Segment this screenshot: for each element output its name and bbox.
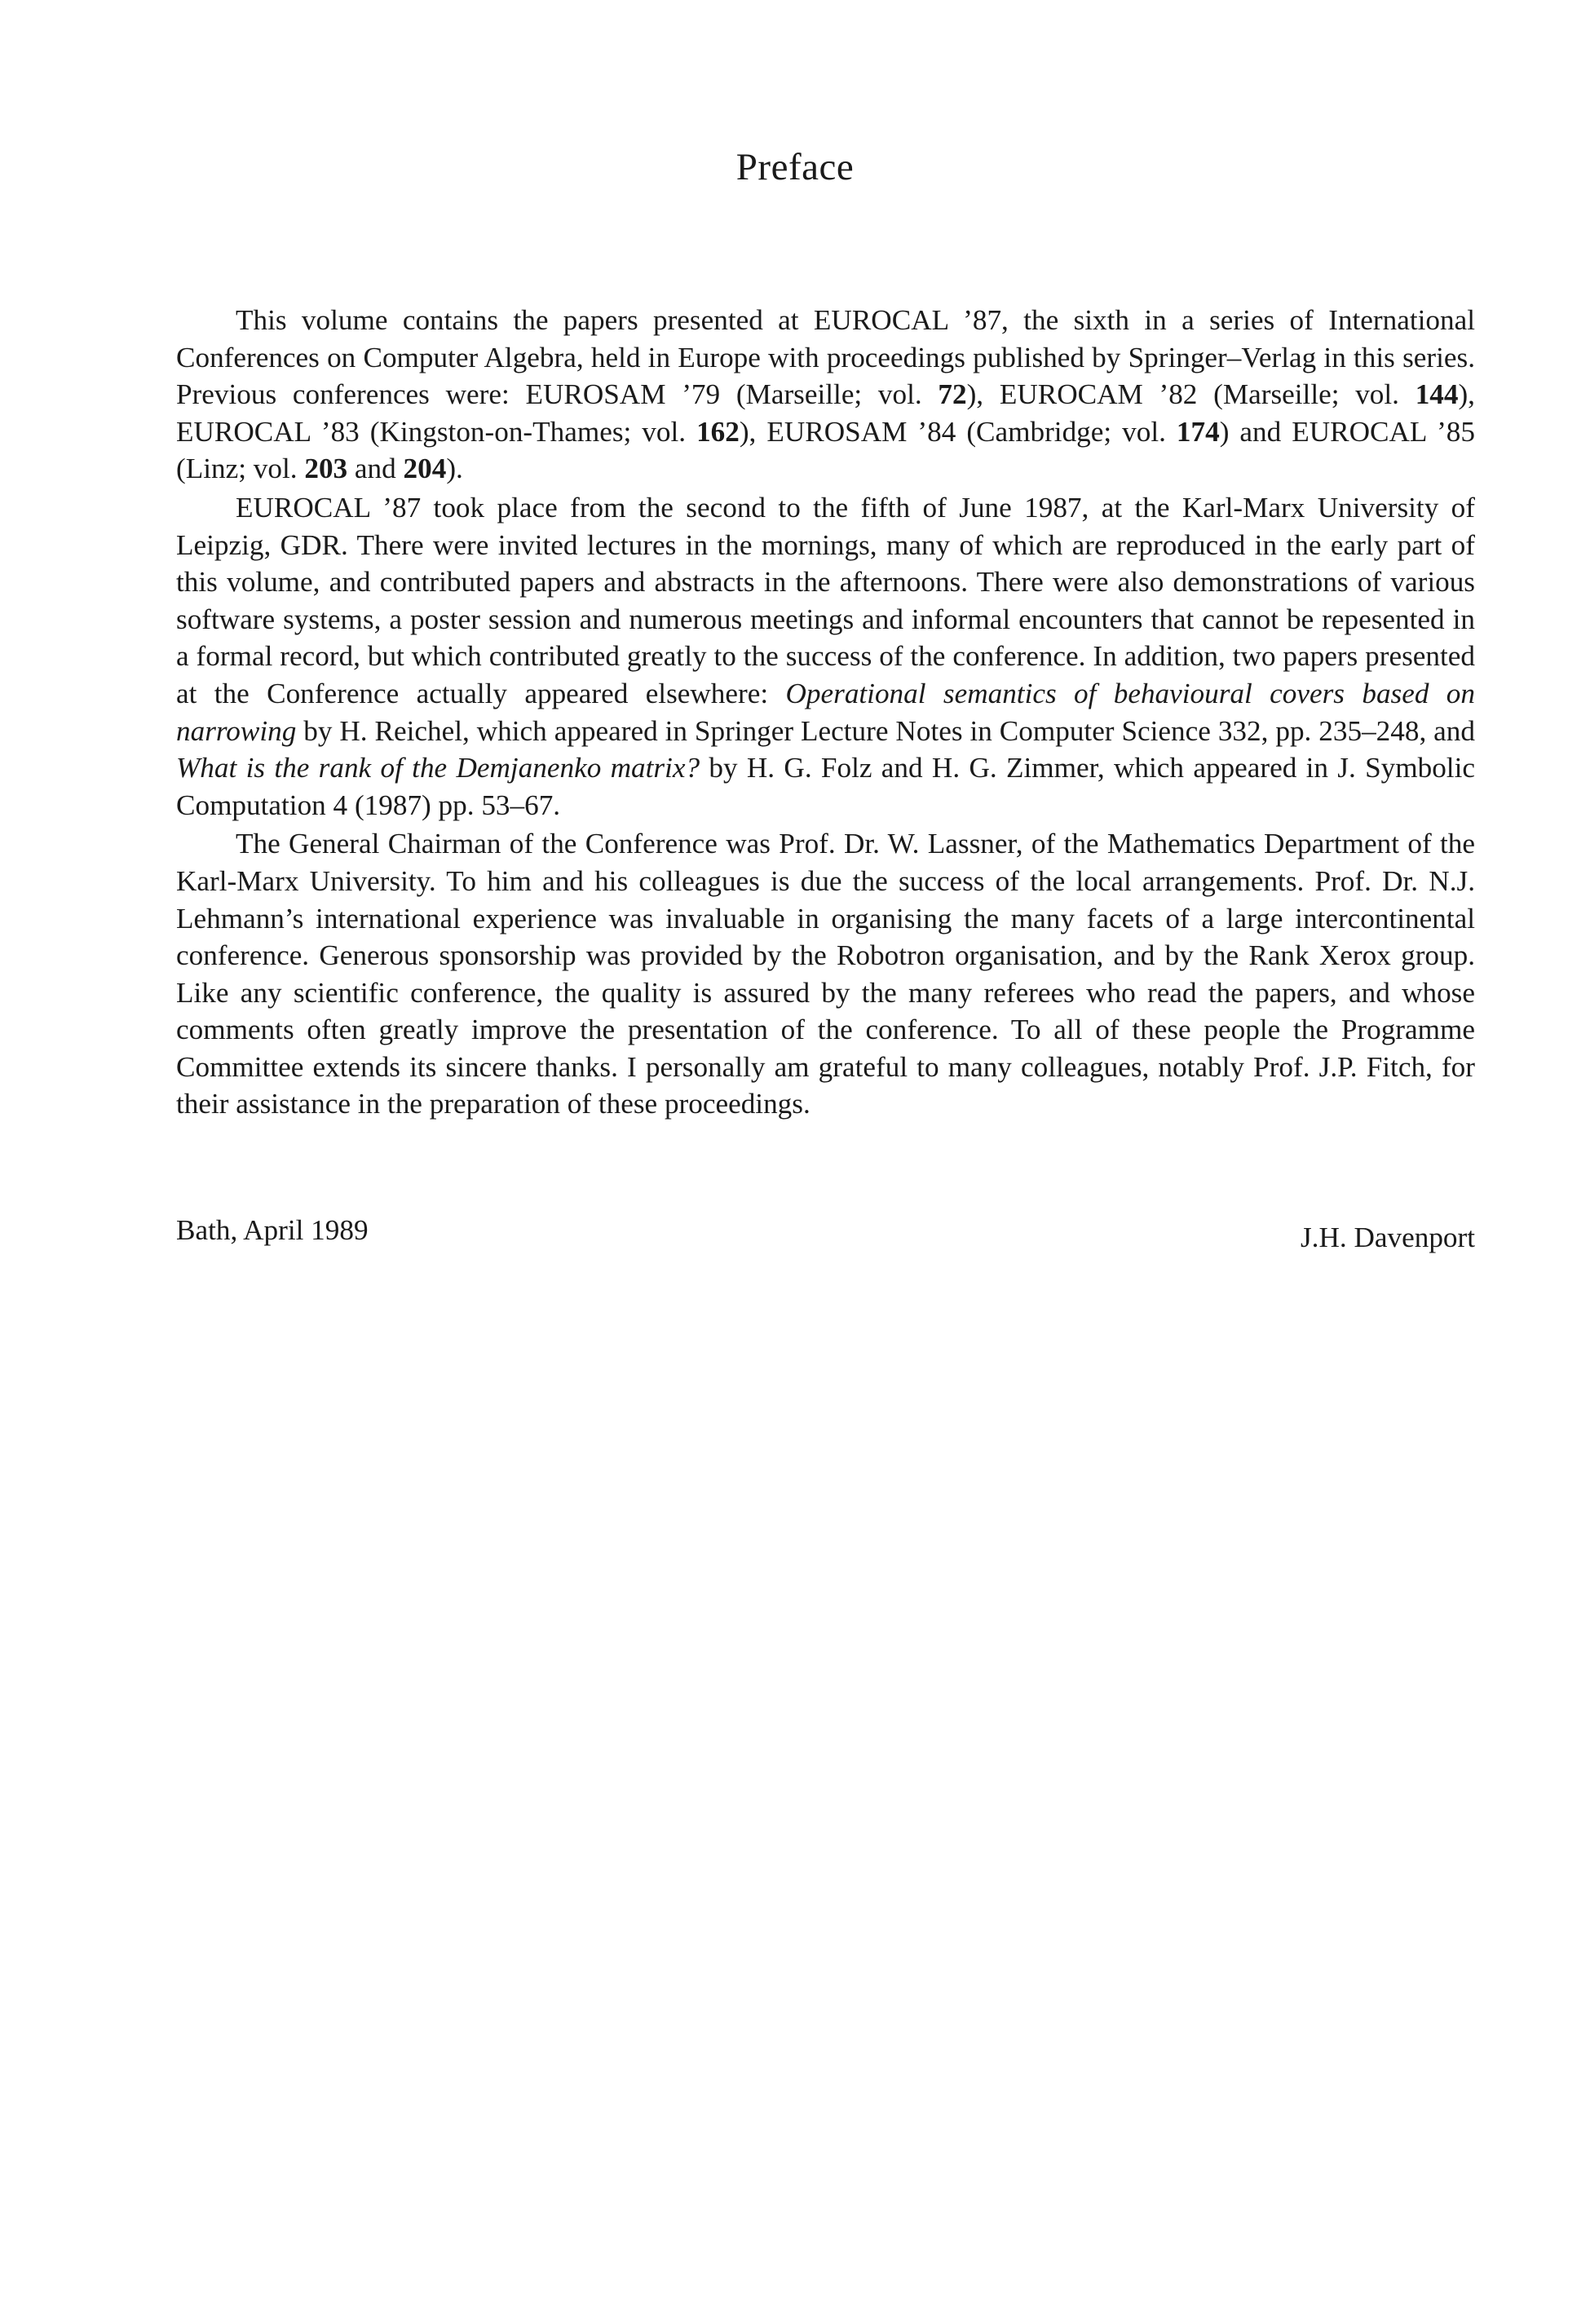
author-signature: J.H. Davenport	[1300, 1222, 1475, 1253]
volume-number: 144	[1415, 378, 1459, 411]
text-run: This volume contains the papers presented at EUROCAL ’87, the sixth in a series of International Conferences on Computer Algebra, held in Europe with proceedings published by Springer–Verlag in this series. Previous conferences were: EUROSAM ’79 (Marseille; vol.	[176, 304, 1475, 411]
page-title: Preface	[735, 146, 855, 188]
text-run: by H. G. Folz and H. G. Zimmer, which appeared in J. Symbolic Computation 4 (1987) pp. 53–67.	[176, 752, 1475, 821]
volume-number: 174	[1176, 415, 1220, 448]
text-run: and	[347, 453, 404, 485]
text-run: ).	[446, 453, 463, 485]
text-run: The General Chairman of the Conference was Prof. Dr. W. Lassner, of the Mathematics Department of the Karl-Marx University. To him and his colleagues is due the success of the local arrangements. Prof. Dr. N.J. Lehmann’s international experience was invaluable in organising the many facets of a large intercontinental conference. Generous sponsorship was provided by the Robotron organisation, and by the Rank Xerox group. Like any scientific conference, the quality is assured by the many referees who read the papers, and whose comments often greatly improve the presentation of the conference. To all of these people the Programme Committee extends its sincere thanks. I personally am grateful to many colleagues, notably Prof. J.P. Fitch, for their assistance in the preparation of these proceedings.	[176, 828, 1475, 1120]
signature-line	[176, 1212, 1475, 1256]
paper-title: Operational semantics of behavioural covers based on narrowing	[176, 677, 1475, 747]
text-run: ), EUROSAM ’84 (Cambridge; vol.	[739, 415, 1177, 448]
paper-title: What is the rank of the Demjanenko matrix?	[176, 752, 700, 784]
preface-paragraph	[176, 489, 1475, 824]
preface-paragraph	[176, 302, 1475, 488]
volume-number: 162	[696, 415, 740, 448]
text-run: ), EUROCAM ’82 (Marseille; vol.	[966, 378, 1416, 411]
preface-body	[176, 302, 1475, 1123]
text-run: ), EUROCAL ’83 (Kingston-on-Thames; vol.	[176, 378, 1475, 448]
text-run: by H. Reichel, which appeared in Springer Lecture Notes in Computer Science 332, pp. 235–248, and	[296, 714, 1475, 747]
text-run: EUROCAL ’87 took place from the second to the fifth of June 1987, at the Karl-Marx University of Leipzig, GDR. There were invited lectures in the mornings, many of which are reproduced in the early part of this volume, and contributed papers and abstracts in the afternoons. There were also demonstrations of various software systems, a poster session and numerous meetings and informal encounters that cannot be repesented in a formal record, but which contributed greatly to the success of the conference. In addition, two papers presented at the Conference actually appeared elsewhere:	[176, 491, 1475, 709]
volume-number: 203	[304, 453, 348, 485]
place-date: Bath, April 1989	[176, 1214, 369, 1246]
volume-number: 204	[403, 453, 447, 485]
text-run: ) and EUROCAL ’85 (Linz; vol.	[176, 415, 1475, 485]
volume-number: 72	[938, 378, 967, 411]
preface-paragraph	[176, 825, 1475, 1123]
